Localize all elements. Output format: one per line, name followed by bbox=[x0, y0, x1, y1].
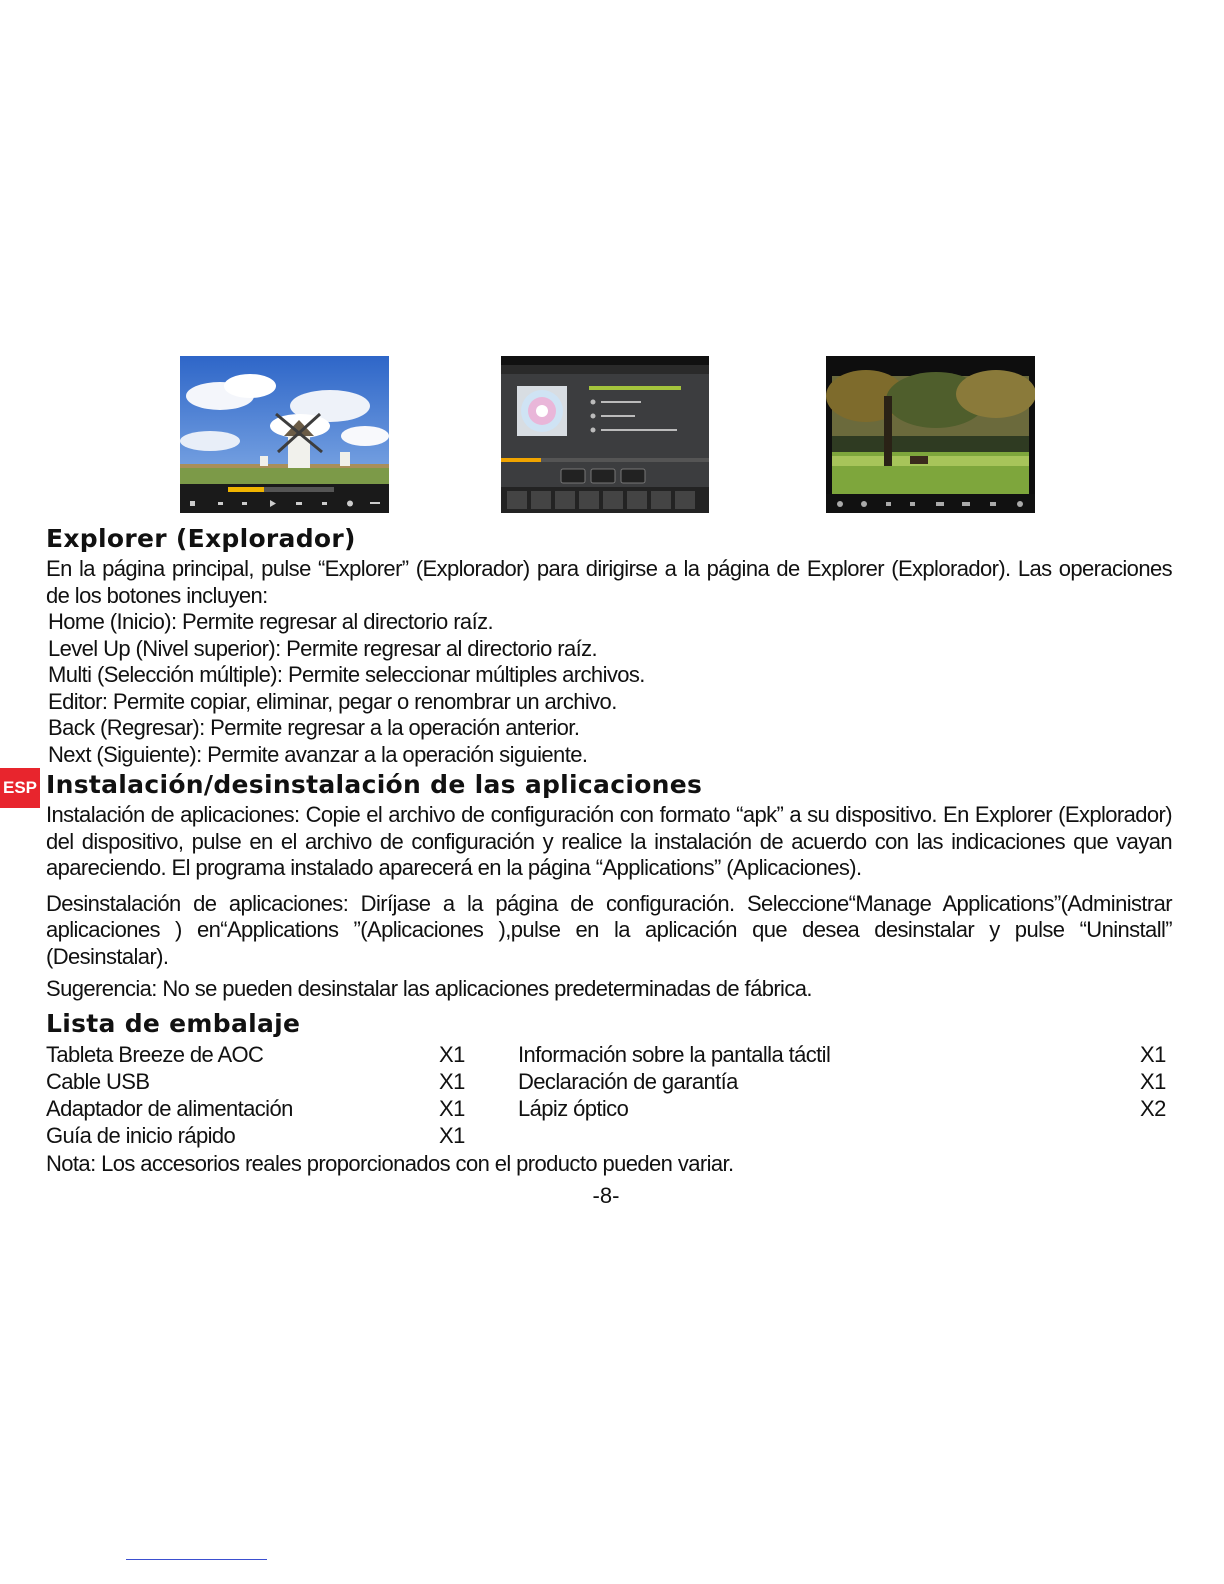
packing-list-left bbox=[46, 1041, 471, 1149]
list-item: Home (Inicio): Permite regresar al directorio raíz. bbox=[48, 609, 493, 634]
packing-item: Guía de inicio rápido bbox=[46, 1122, 236, 1148]
packing-item: Adaptador de alimentación bbox=[46, 1095, 293, 1121]
explorer-button-list bbox=[46, 609, 1172, 768]
packing-qty: X2 bbox=[1140, 1095, 1166, 1121]
photo-viewer-screenshot bbox=[826, 356, 1035, 513]
page-number: -8- bbox=[592, 1183, 620, 1208]
language-side-tab: ESP bbox=[0, 768, 40, 808]
packing-item: Lápiz óptico bbox=[518, 1095, 629, 1121]
packing-row bbox=[46, 1068, 471, 1095]
install-heading: Instalación/desinstalación de las aplicaciones bbox=[46, 770, 703, 799]
packing-heading: Lista de embalaje bbox=[46, 1008, 301, 1038]
manual-page-content bbox=[46, 522, 1172, 1177]
packing-qty: X1 bbox=[1140, 1068, 1166, 1094]
packing-qty: X1 bbox=[1140, 1041, 1166, 1067]
list-item: Next (Siguiente): Permite avanzar a la operación siguiente. bbox=[48, 741, 588, 767]
packing-row bbox=[46, 1095, 471, 1122]
list-item: Level Up (Nivel superior): Permite regresar al directorio raíz. bbox=[48, 635, 598, 661]
explorer-heading: Explorer (Explorador) bbox=[46, 524, 356, 553]
packing-qty: X1 bbox=[439, 1068, 465, 1094]
packing-item: Información sobre la pantalla táctil bbox=[518, 1041, 831, 1067]
music-player-screenshot bbox=[501, 356, 709, 513]
packing-list-right bbox=[518, 1041, 1170, 1122]
packing-row bbox=[46, 1041, 471, 1068]
packing-row bbox=[518, 1095, 1170, 1122]
uninstall-paragraph: Desinstalación de aplicaciones: Diríjase a la página de configuración. Seleccione“Manage Applications”(Administrar aplicaciones ) en“Applications ”(Aplicaciones ),pulse en la aplicación que desea desinstalar y pulse “Uninstall” (Desinstalar). bbox=[46, 890, 1172, 969]
packing-note: Nota: Los accesorios reales proporcionados con el producto pueden variar. bbox=[46, 1150, 734, 1176]
packing-item: Declaración de garantía bbox=[518, 1068, 738, 1094]
packing-qty: X1 bbox=[439, 1095, 465, 1121]
packing-row bbox=[518, 1041, 1170, 1068]
install-paragraph: Instalación de aplicaciones: Copie el archivo de configuración con formato “apk” a su dispositivo. En Explorer (Explorador) del dispositivo, pulse en el archivo de configuración y realice la instalación de acuerdo con las indicaciones que vayan apareciendo. El programa instalado aparecerá en la página “Applications” (Aplicaciones). bbox=[46, 802, 1172, 880]
packing-row bbox=[46, 1122, 471, 1149]
packing-item: Cable USB bbox=[46, 1068, 150, 1094]
video-player-screenshot bbox=[180, 356, 389, 513]
screenshot-row bbox=[0, 356, 1224, 514]
list-item: Editor: Permite copiar, eliminar, pegar o renombrar un archivo. bbox=[48, 688, 617, 714]
packing-row bbox=[518, 1068, 1170, 1095]
packing-qty: X1 bbox=[439, 1041, 465, 1067]
tip-text: Sugerencia: No se pueden desinstalar las aplicaciones predeterminadas de fábrica. bbox=[46, 976, 812, 1001]
list-item: Multi (Selección múltiple): Permite seleccionar múltiples archivos. bbox=[48, 662, 645, 687]
footer-line bbox=[126, 1559, 267, 1560]
packing-list bbox=[46, 1041, 1172, 1151]
packing-item: Tableta Breeze de AOC bbox=[46, 1041, 264, 1067]
list-item: Back (Regresar): Permite regresar a la operación anterior. bbox=[48, 715, 580, 740]
explorer-intro: En la página principal, pulse “Explorer” (Explorador) para dirigirse a la página de Explorer (Explorador). Las operaciones de los botones incluyen: bbox=[46, 556, 1172, 608]
packing-qty: X1 bbox=[439, 1122, 465, 1148]
